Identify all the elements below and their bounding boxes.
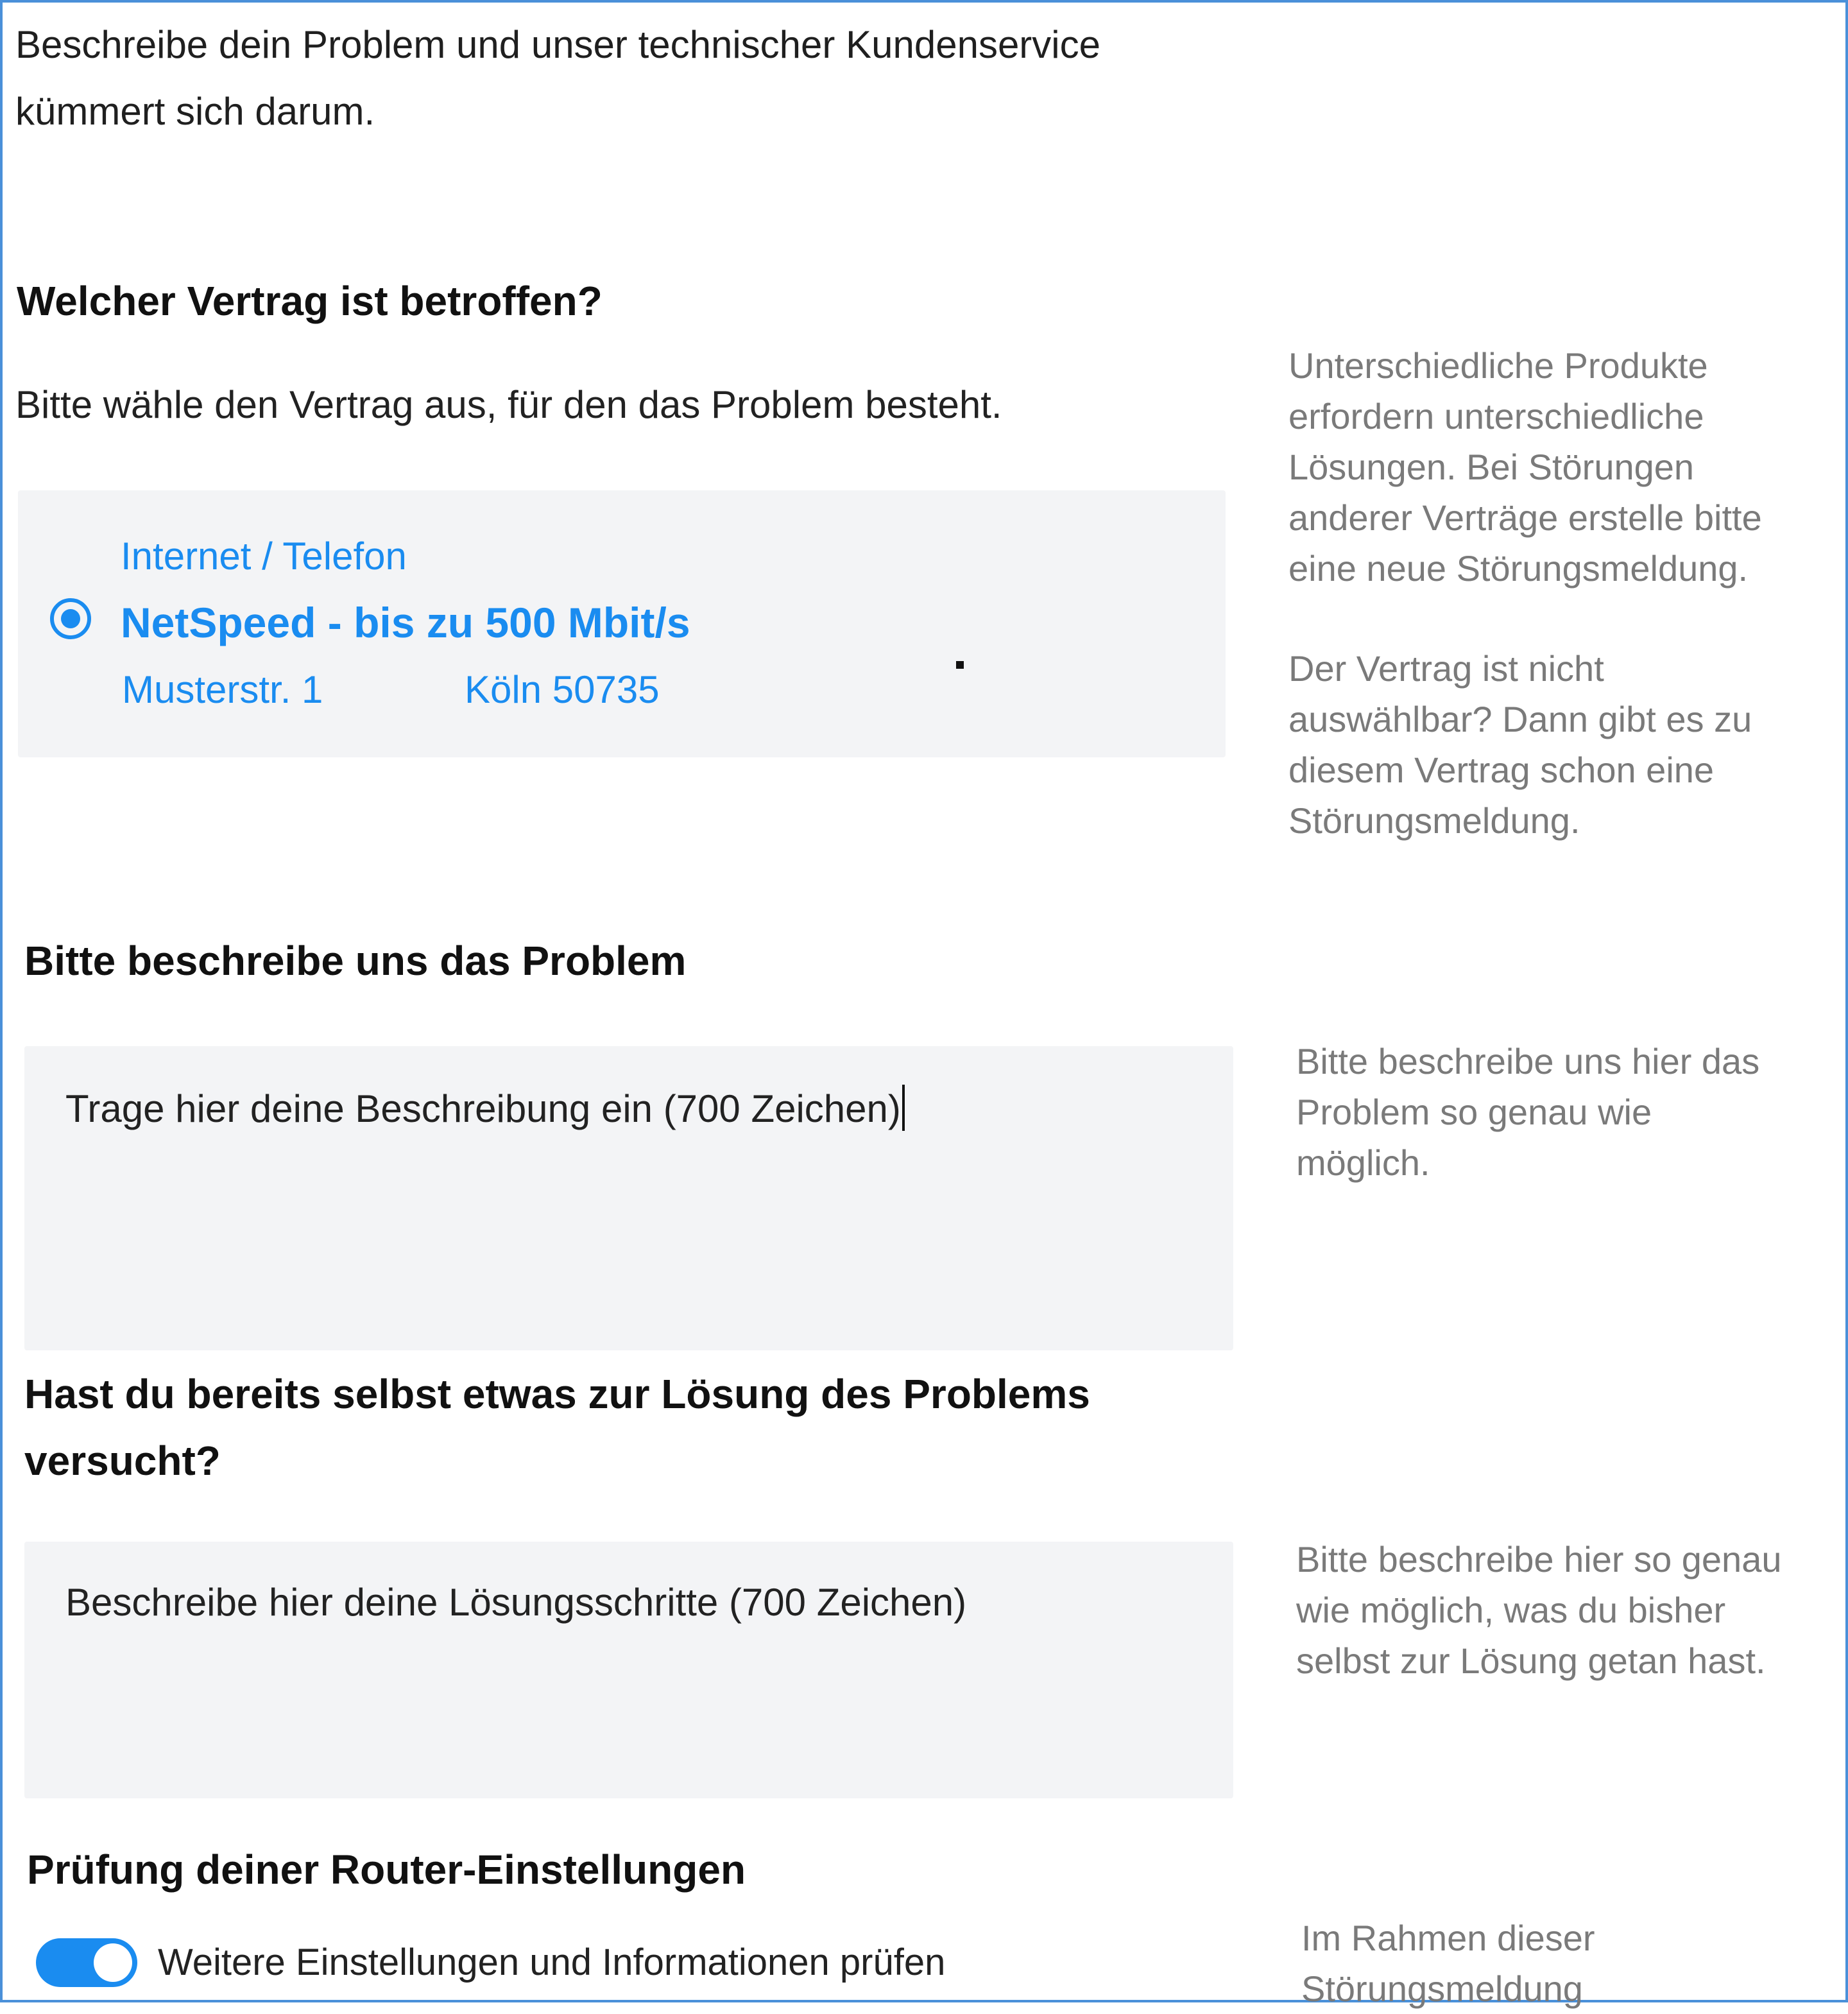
note-line: Problem so genau wie — [1296, 1092, 1652, 1132]
text-caret — [902, 1085, 905, 1131]
solution-steps-textarea[interactable] — [24, 1542, 1233, 1798]
problem-note — [1296, 1036, 1842, 1188]
contract-radio-button[interactable] — [50, 598, 91, 639]
solution-heading-line-2: versucht? — [24, 1438, 221, 1484]
problem-description-placeholder: Trage hier deine Beschreibung ein (700 Zeichen) — [65, 1087, 901, 1130]
note-line: auswählbar? Dann gibt es zu — [1288, 699, 1752, 739]
note-line: wie möglich, was du bisher — [1296, 1590, 1726, 1630]
note-line: erfordern unterschiedliche — [1288, 396, 1704, 436]
note-line: Störungsmeldung. — [1288, 800, 1580, 841]
solution-heading — [24, 1361, 1231, 1494]
solution-heading-line-1: Hast du bereits selbst etwas zur Lösung des Problems — [24, 1371, 1090, 1417]
contract-note-1 — [1288, 340, 1840, 594]
note-line: Der Vertrag ist nicht — [1288, 648, 1604, 689]
contract-heading: Welcher Vertrag ist betroffen? — [17, 278, 603, 324]
router-check-toggle[interactable] — [36, 1938, 137, 1987]
note-line: anderer Verträge erstelle bitte — [1288, 497, 1762, 538]
intro-line-2: kümmert sich darum. — [15, 90, 375, 133]
solution-note — [1296, 1534, 1842, 1686]
note-line: selbst zur Lösung getan hast. — [1296, 1640, 1766, 1681]
problem-description-textarea[interactable] — [24, 1046, 1233, 1350]
contract-note-2 — [1288, 643, 1840, 846]
contract-street: Musterstr. 1 — [122, 668, 323, 711]
contract-subtext: Bitte wähle den Vertrag aus, für den das Problem besteht. — [15, 383, 1002, 426]
contract-name: NetSpeed - bis zu 500 Mbit/s — [121, 599, 690, 646]
note-line: Bitte beschreibe uns hier das — [1296, 1041, 1760, 1081]
router-heading: Prüfung deiner Router-Einstellungen — [27, 1846, 746, 1893]
note-line: Störungsmeldung — [1301, 1968, 1583, 2009]
solution-steps-placeholder: Beschreibe hier deine Lösungsschritte (700 Zeichen) — [65, 1581, 967, 1624]
radio-selected-dot — [61, 609, 80, 628]
note-line: möglich. — [1296, 1142, 1430, 1183]
note-line: Unterschiedliche Produkte — [1288, 345, 1708, 386]
toggle-knob — [94, 1943, 132, 1982]
intro-line-1: Beschreibe dein Problem und unser technischer Kundenservice — [15, 23, 1100, 66]
intro-text — [15, 12, 1235, 145]
note-line: Lösungen. Bei Störungen — [1288, 447, 1695, 487]
problem-heading: Bitte beschreibe uns das Problem — [24, 938, 687, 984]
note-line: diesem Vertrag schon eine — [1288, 750, 1715, 790]
router-toggle-label[interactable]: Weitere Einstellungen und Informationen prüfen — [158, 1941, 946, 1983]
note-line: Bitte beschreibe hier so genau — [1296, 1539, 1782, 1579]
contract-city: Köln 50735 — [465, 668, 660, 711]
mouse-pointer-marker — [956, 661, 964, 669]
note-line: eine neue Störungsmeldung. — [1288, 548, 1749, 589]
router-note — [1301, 1913, 1840, 2014]
note-line: Im Rahmen dieser — [1301, 1918, 1595, 1958]
contract-category: Internet / Telefon — [121, 535, 407, 578]
